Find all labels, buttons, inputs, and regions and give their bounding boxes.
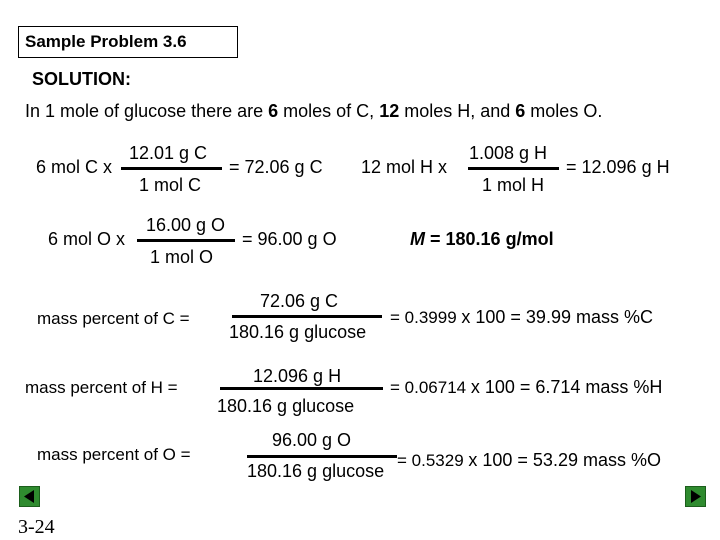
oxygen-numerator: 16.00 g O bbox=[146, 215, 226, 235]
percent-c-result bbox=[390, 307, 653, 328]
carbon-moles: 6 mol C x bbox=[36, 157, 113, 177]
percent-c-label: mass percent of C = bbox=[37, 309, 190, 328]
percent-o-fraction-value: = 0.5329 bbox=[397, 451, 469, 470]
intro-suffix: moles O. bbox=[525, 101, 603, 121]
percent-h-fraction-value: = 0.06714 bbox=[390, 378, 471, 397]
oxygen-fraction-bar bbox=[137, 239, 235, 242]
intro-hydrogen-count: 12 bbox=[379, 101, 400, 121]
percent-o-label: mass percent of O = bbox=[37, 445, 191, 464]
percent-c-fraction-bar bbox=[232, 315, 382, 318]
intro-carbon-count: 6 bbox=[268, 101, 279, 121]
percent-c-fraction-value: = 0.3999 bbox=[390, 308, 462, 327]
percent-o-final: x 100 = 53.29 mass %O bbox=[468, 450, 661, 470]
percent-h-label: mass percent of H = bbox=[25, 378, 178, 397]
carbon-result: = 72.06 g C bbox=[229, 157, 323, 177]
intro-mid-2: moles H, and bbox=[399, 101, 516, 121]
problem-title: Sample Problem 3.6 bbox=[18, 26, 238, 58]
percent-h-fraction-bar bbox=[220, 387, 383, 390]
hydrogen-moles: 12 mol H x bbox=[361, 157, 448, 177]
oxygen-moles: 6 mol O x bbox=[48, 229, 126, 249]
percent-c-denominator: 180.16 g glucose bbox=[229, 322, 367, 342]
percent-h-result bbox=[390, 377, 662, 398]
percent-o-numerator: 96.00 g O bbox=[272, 430, 352, 450]
molar-mass-value: = 180.16 g/mol bbox=[425, 229, 554, 249]
percent-h-denominator: 180.16 g glucose bbox=[217, 396, 355, 416]
hydrogen-fraction-bar bbox=[468, 167, 559, 170]
carbon-numerator: 12.01 g C bbox=[129, 143, 208, 163]
percent-h-final: x 100 = 6.714 mass %H bbox=[470, 377, 663, 397]
intro-mid-1: moles of C, bbox=[278, 101, 380, 121]
molar-mass bbox=[410, 229, 554, 250]
hydrogen-result: = 12.096 g H bbox=[566, 157, 670, 177]
triangle-left-icon bbox=[20, 487, 39, 506]
hydrogen-denominator: 1 mol H bbox=[482, 175, 545, 195]
intro-prefix: In 1 mole of glucose there are bbox=[25, 101, 269, 121]
percent-o-fraction-bar bbox=[247, 455, 397, 458]
next-slide-button[interactable] bbox=[685, 486, 706, 507]
carbon-denominator: 1 mol C bbox=[139, 175, 202, 195]
page-number: 3-24 bbox=[18, 516, 55, 538]
intro-sentence bbox=[25, 101, 602, 122]
percent-c-numerator: 72.06 g C bbox=[260, 291, 339, 311]
molar-mass-symbol: M bbox=[410, 229, 425, 249]
hydrogen-numerator: 1.008 g H bbox=[469, 143, 548, 163]
oxygen-result: = 96.00 g O bbox=[242, 229, 337, 249]
solution-heading: SOLUTION: bbox=[32, 69, 131, 89]
intro-oxygen-count: 6 bbox=[515, 101, 526, 121]
percent-c-final: x 100 = 39.99 mass %C bbox=[461, 307, 653, 327]
carbon-fraction-bar bbox=[121, 167, 222, 170]
triangle-right-icon bbox=[686, 487, 705, 506]
oxygen-denominator: 1 mol O bbox=[150, 247, 214, 267]
percent-o-denominator: 180.16 g glucose bbox=[247, 461, 385, 481]
percent-o-result bbox=[397, 450, 661, 471]
previous-slide-button[interactable] bbox=[19, 486, 40, 507]
percent-h-numerator: 12.096 g H bbox=[253, 366, 342, 386]
